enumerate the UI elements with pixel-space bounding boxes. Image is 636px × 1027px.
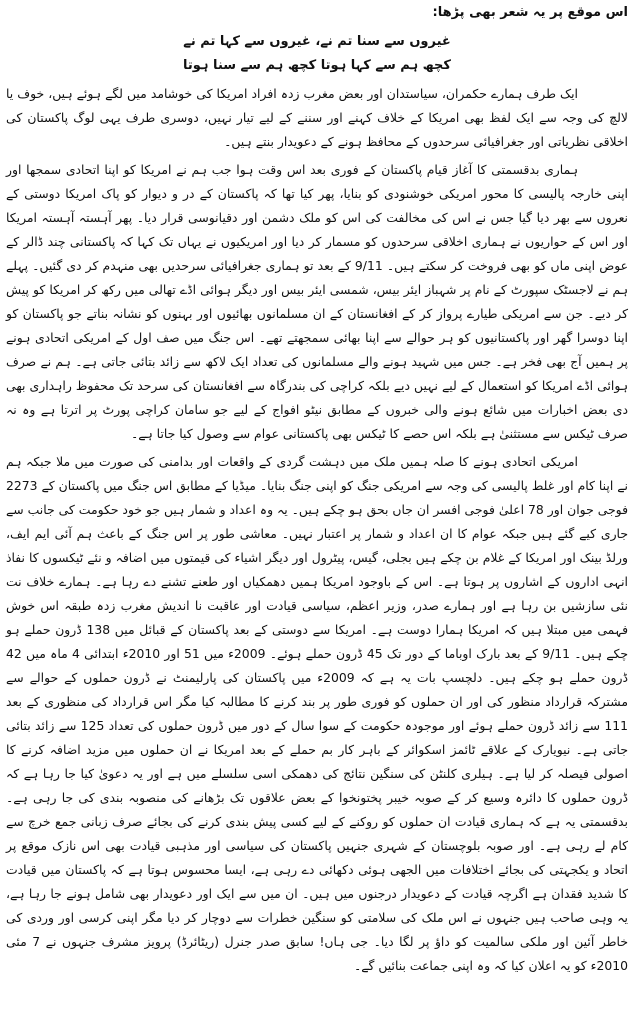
paragraph-1: ایک طرف ہمارے حکمران، سیاستدان اور بعض مغرب زدہ افراد امریکا کی خوشامد میں لگے ہوئے ہیں، خوف یا لالچ کی وجہ سے ایک لفظ بھی امریکا کے خلاف کہنے اور سننے کے لیے تیار نہیں، دوسری طرف یہی لوگ پاکستان کی اخلاقی نظریاتی اور جغرافیائی سرحدوں کے محافظ ہونے کے دعویدار بنتے ہیں۔ xyxy=(6,86,628,149)
poetry-couplet xyxy=(6,30,628,78)
paragraph-2: ہماری بدقسمتی کا آغاز قیام پاکستان کے فوری بعد اس وقت ہوا جب ہم نے امریکا کو اپنا اتحادی سمجھا اور اپنی خارجہ پالیسی کا محور امریکی خوشنودی کو بنایا، پھر کیا تھا کہ پاکستان کے در و دیوار کو پاک امریکا دوستی کے نعروں سے بھر دیا گیا جس نے اس کی مخالفت کی اس کو ملک دشمن اور دقیانوسی قرار دیا۔ پھر آہستہ آہستہ امریکا اور اس کے حواریوں نے ہماری اخلاقی سرحدوں کو مسمار کر دیا اور امریکیوں نے یہاں تک کہا کہ پاکستانی چند ڈالر کے عوض اپنی ماں کو بھی فروخت کر سکتے ہیں۔ 9/11 کے بعد تو ہماری جغرافیائی سرحدیں بھی منہدم کر دی گئیں۔ پہلے ہم نے لاجسٹک سپورٹ کے نام پر شہباز ایئر بیس، شمسی ایئر بیس اور دیگر ہوائی اڈے تھالی میں رکھ کر امریکا کو پیش کر دیے۔ جن سے امریکی طیارے پرواز کر کے افغانستان کے ان مسلمانوں بھائیوں اور بہنوں کو نشانہ بناتے جو پاکستان کو اپنا دوسرا گھر اور پاکستانیوں کو ہر حوالے سے اپنا بھائی سمجھتے تھے۔ اس جنگ میں صف اول کے امریکی اتحادی ہونے پر ہمیں آج بھی فخر ہے۔ جس میں شہید ہونے والے مسلمانوں کی تعداد ایک لاکھ سے زائد بتائی جاتی ہے۔ ہم نے صرف ہوائی اڈے امریکا کو استعمال کے لیے نہیں دیے بلکہ کراچی کی بندرگاہ سے افغانستان کی سرحد تک محفوظ راہداری بھی دی بعض اخبارات میں شائع ہونے والی خبروں کے مطابق نیٹو افواج کے لیے جو سامان کراچی پورٹ پر اترتا ہے وہ نہ صرف ٹیکس سے مستثنیٰ ہے بلکہ اس حصے کا ٹیکس بھی پاکستانی عوام سے وصول کیا جاتا ہے۔ xyxy=(6,162,628,441)
couplet-verse-1: غیروں سے سنا تم نے، غیروں سے کہا تم نے xyxy=(183,34,451,49)
intro-line: اس موقع پر یہ شعر بھی پڑھا: xyxy=(432,5,628,20)
paragraph-3: امریکی اتحادی ہونے کا صلہ ہمیں ملک میں دہشت گردی کے واقعات اور بدامنی کی صورت میں ملا جبکہ ہم نے اپنا کام اور غلط پالیسی کی وجہ سے امریکی جنگ کو اپنی جنگ بنایا۔ میڈیا کے مطابق اس جنگ میں پاکستان کے 2273 فوجی جوان اور 78 اعلیٰ فوجی افسر ان جاں بحق ہو چکے ہیں۔ یہ وہ اعداد و شمار ہیں جو خود حکومت کی جانب سے جاری کیے گئے ہیں جبکہ عوام کا ان اعداد و شمار پر اعتبار نہیں۔ معاشی طور پر اس جنگ کے باعث ہم آئی ایم ایف، ورلڈ بینک اور امریکا کے غلام بن چکے ہیں بجلی، گیس، پیٹرول اور دیگر اشیاء کی قیمتوں میں اضافہ و نئے ٹیکسوں کا نفاذ انہی اداروں کے اشاروں پر ہوتا ہے۔ اس کے باوجود امریکا ہمیں دھمکیاں اور طعنے تشنے دے رہا ہے۔ ہمارے خلاف نت نئی سازشیں بن رہا ہے اور ہمارے صدر، وزیر اعظم، سیاسی قیادت اور عاقبت نا اندیش مغرب زدہ طبقہ اس خوش فہمی میں مبتلا ہیں کہ امریکا ہمارا دوست ہے۔ امریکا سے دوستی کے بعد پاکستان کے قبائل میں 138 ڈرون حملے ہو چکے ہیں۔ 9/11 کے بعد بارک اوباما کے دور تک 45 ڈرون حملے ہوئے۔ 2009ء میں 51 اور 2010ء ابتدائی 4 ماہ میں 42 ڈرون حملے ہو چکے ہیں۔ دلچسپ بات یہ ہے کہ 2009ء میں پاکستان کی پارلیمنٹ نے ڈرون حملوں کے حوالے سے مشترکہ قرارداد منظور کی اور ان حملوں کو فوری طور پر بند کرنے کا مطالبہ کیا مگر اس قرارداد کی منظوری کے بعد 111 سے زائد ڈرون حملے ہوئے اور موجودہ حکومت کے سوا سال کے دور میں ڈرون حملوں کی تعداد 125 سے زائد بتائی جاتی ہے۔ نیویارک کے علاقے ٹائمز اسکوائر کے باہر کار بم حملے کے بعد امریکا نے ان حملوں میں مزید اضافہ کرنے کا اصولی فیصلہ کر لیا ہے۔ ہیلری کلنٹن کی سنگین نتائج کی دھمکی اسی سلسلے میں ہے اور یہ دعویٰ کیا جا رہا ہے کہ ڈرون حملوں کا دائرہ وسیع کر کے صوبہ خیبر پختونخوا کے بعض علاقوں تک بڑھانے کی منصوبہ بندی کی جا رہی ہے۔ بدقسمتی یہ ہے کہ ہماری قیادت ان حملوں کو روکنے کے لیے کسی پیش بندی کرنے کی بجائے صرف زبانی جمع خرچ سے کام لے رہی ہے۔ اور صوبہ بلوچستان کے شہری جنہیں پاکستان کی سیاسی اور مذہبی قیادت بھی اس نازک موقع پر اتحاد و یکجہتی کی بجائے اختلافات میں الجھی ہوئی دکھائی دے رہی ہے، ایسا محسوس ہوتا ہے کہ پاکستان میں قیادت کا شدید فقدان ہے اگرچہ قیادت کے دعویدار درجنوں میں ہیں۔ ان میں سے ایک اور دعویدار بھی شامل ہونے جا رہا ہے، یہ وہی صاحب ہیں جنہوں نے اس ملک کی سلامتی کو سنگین خطرات سے دوچار کر دیا مگر اپنی کرسی اور وردی کی خاطر آئین اور ملکی سالمیت کو داؤ پر لگا دیا۔ جی ہاں! سابق صدر جنرل (ریٹائرڈ) پرویز مشرف جنہوں نے 7 مئی 2010ء کو یہ اعلان کیا کہ وہ اپنی جماعت بنائیں گے۔ xyxy=(6,454,629,973)
couplet-verse-2: کچھ ہم سے کہا ہوتا کچھ ہم سے سنا ہوتا xyxy=(183,58,451,73)
